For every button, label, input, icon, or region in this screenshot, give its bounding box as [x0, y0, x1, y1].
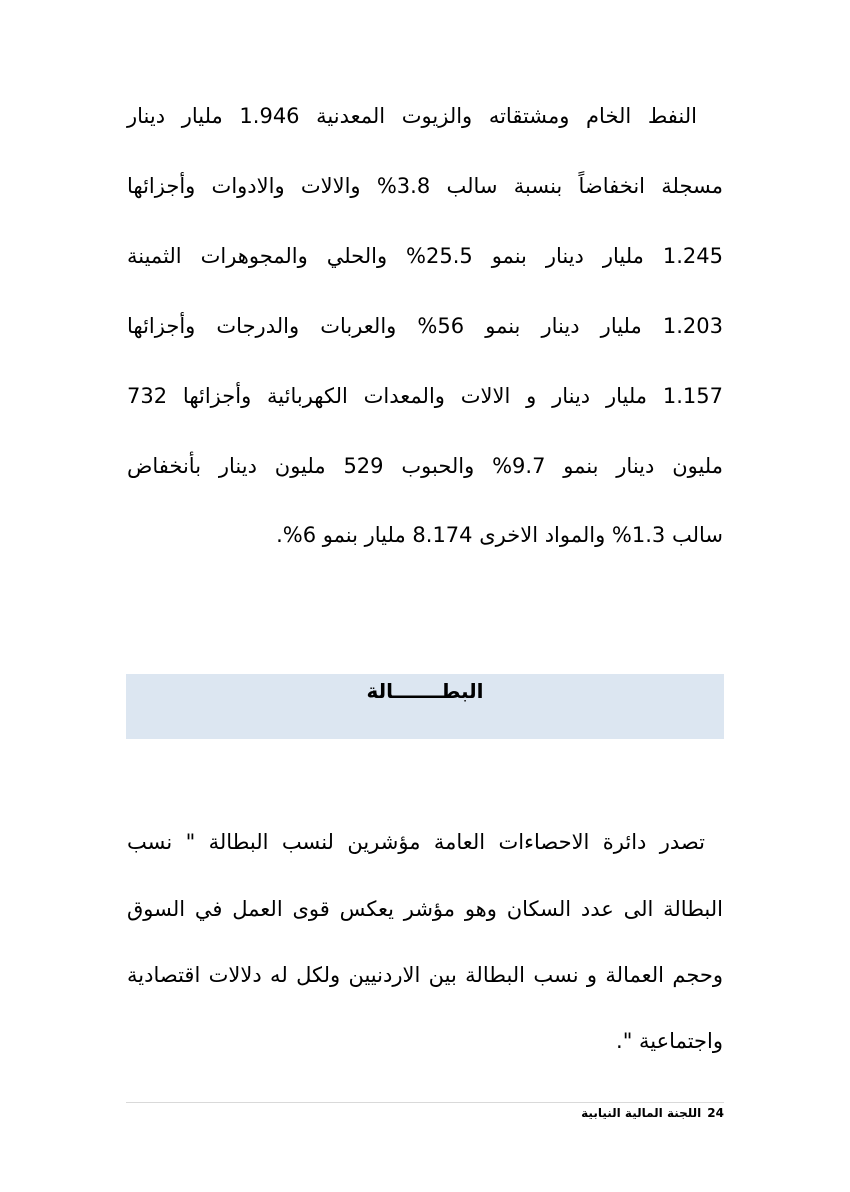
unemployment-paragraph	[127, 822, 723, 1062]
paragraph-line: وحجم العمالة و نسب البطالة بين الاردنيين ولكل له دلالات اقتصادية	[127, 963, 723, 987]
paragraph-line: 1.157 مليار دينار و الالات والمعدات الكهربائية وأجزائها 732	[127, 384, 723, 408]
paragraph-line: 1.203 مليار دينار بنمو 56% والعربات والدرجات وأجزائها	[127, 314, 723, 338]
trade-paragraph	[127, 96, 723, 556]
paragraph-line: البطالة الى عدد السكان وهو مؤشر يعكس قوى العمل في السوق	[127, 897, 723, 921]
paragraph-line: مسجلة انخفاضاً بنسبة سالب 3.8% والالات والادوات وأجزائها	[127, 174, 724, 198]
footer-divider	[126, 1102, 724, 1103]
paragraph-line: 1.245 مليار دينار بنمو 25.5% والحلي والمجوهرات الثمينة	[127, 244, 723, 268]
section-heading: البطـــــــالة	[366, 679, 484, 703]
paragraph-line: واجتماعية ".	[616, 1029, 723, 1053]
paragraph-line: تصدر دائرة الاحصاءات العامة مؤشرين لنسب البطالة " نسب	[127, 830, 705, 854]
page-footer	[560, 1104, 724, 1122]
section-heading-box	[126, 674, 724, 739]
page-number: 24	[707, 1106, 724, 1120]
committee-name: اللجنة المالية النيابية	[581, 1106, 702, 1120]
paragraph-line: مليون دينار بنمو 9.7% والحبوب 529 مليون دينار بأنخفاض	[127, 454, 723, 478]
paragraph-line: سالب 1.3% والمواد الاخرى 8.174 مليار بنمو 6%.	[276, 523, 723, 547]
paragraph-line: النفط الخام ومشتقاته والزيوت المعدنية 1.946 مليار دينار	[127, 104, 697, 128]
